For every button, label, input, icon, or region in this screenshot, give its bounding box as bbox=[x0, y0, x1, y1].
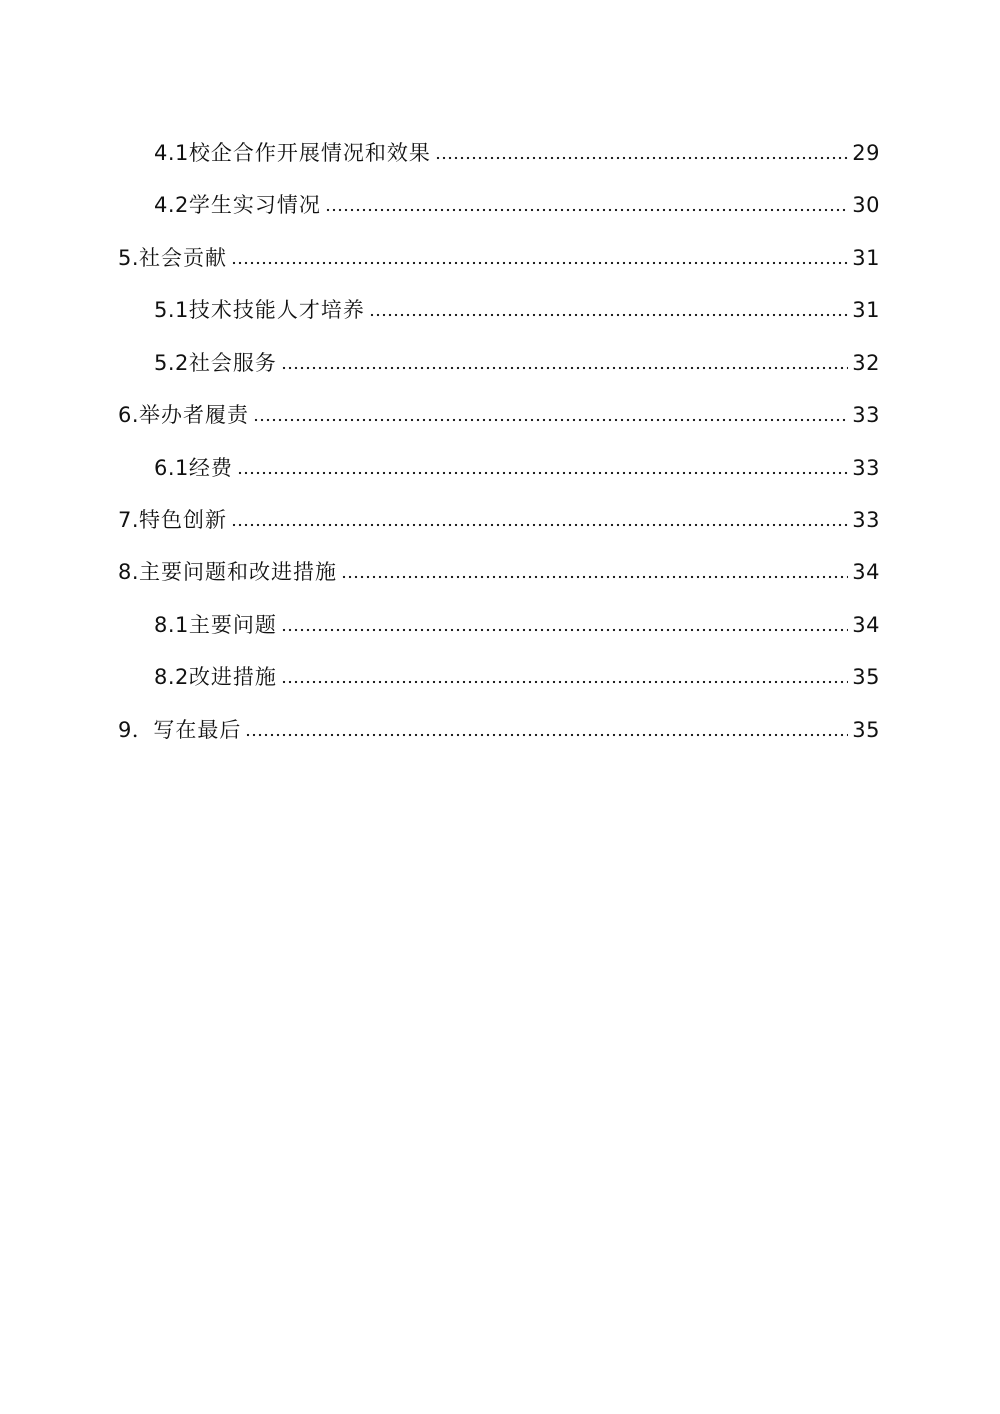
toc-entry-number: 6. bbox=[118, 403, 140, 427]
toc-entry-title: 主要问题和改进措施 bbox=[139, 560, 338, 584]
toc-entry-number: 4.2 bbox=[154, 193, 189, 217]
toc-entry-page: 35 bbox=[852, 718, 880, 742]
toc-entry-title: 写在最后 bbox=[153, 718, 242, 742]
toc-entry-page: 34 bbox=[852, 613, 880, 637]
toc-entry-title: 社会贡献 bbox=[139, 246, 228, 270]
toc-entry-4-2[interactable] bbox=[154, 178, 880, 218]
toc-entry-number: 9． bbox=[118, 718, 154, 742]
toc-entry-page: 30 bbox=[852, 193, 880, 217]
toc-entry-4-1[interactable] bbox=[154, 126, 880, 166]
toc-entry-5[interactable] bbox=[118, 231, 880, 271]
toc-entry-number: 4.1 bbox=[154, 141, 189, 165]
toc-entry-page: 33 bbox=[852, 456, 880, 480]
toc-entry-6[interactable] bbox=[118, 388, 880, 428]
dot-leader bbox=[281, 679, 848, 685]
dot-leader bbox=[231, 260, 848, 266]
toc-entry-page: 33 bbox=[852, 508, 880, 532]
dot-leader bbox=[231, 522, 848, 528]
toc-entry-title: 特色创新 bbox=[139, 508, 228, 532]
toc-entry-page: 35 bbox=[852, 665, 880, 689]
toc-entry-title: 社会服务 bbox=[188, 351, 277, 375]
toc-entry-number: 8.2 bbox=[154, 665, 189, 689]
toc-entry-title: 技术技能人才培养 bbox=[188, 298, 365, 322]
toc-entry-title: 校企合作开展情况和效果 bbox=[188, 141, 431, 165]
toc-entry-7[interactable] bbox=[118, 493, 880, 533]
dot-leader bbox=[341, 574, 848, 580]
toc-entry-page: 32 bbox=[852, 351, 880, 375]
dot-leader bbox=[237, 470, 848, 476]
toc-entry-6-1[interactable] bbox=[154, 441, 880, 481]
toc-entry-8-1[interactable] bbox=[154, 598, 880, 638]
toc-entry-8-2[interactable] bbox=[154, 650, 880, 690]
dot-leader bbox=[253, 417, 848, 423]
toc-entry-page: 33 bbox=[852, 403, 880, 427]
dot-leader bbox=[325, 207, 848, 213]
toc-entry-page: 29 bbox=[852, 141, 880, 165]
toc-entry-5-1[interactable] bbox=[154, 283, 880, 323]
toc-entry-page: 31 bbox=[852, 298, 880, 322]
toc-entry-page: 34 bbox=[852, 560, 880, 584]
toc-entry-number: 5.1 bbox=[154, 298, 189, 322]
toc-entry-title: 举办者履责 bbox=[139, 403, 250, 427]
toc-entry-number: 6.1 bbox=[154, 456, 189, 480]
toc-entry-page: 31 bbox=[852, 246, 880, 270]
toc-entry-number: 5. bbox=[118, 246, 140, 270]
dot-leader bbox=[281, 365, 848, 371]
toc-entry-number: 8.1 bbox=[154, 613, 189, 637]
toc-entry-title: 主要问题 bbox=[188, 613, 277, 637]
toc-entry-5-2[interactable] bbox=[154, 336, 880, 376]
toc-entry-number: 8. bbox=[118, 560, 140, 584]
dot-leader bbox=[369, 312, 848, 318]
toc-entry-title: 经费 bbox=[188, 456, 233, 480]
toc-entry-number: 7. bbox=[118, 508, 140, 532]
toc-entry-title: 学生实习情况 bbox=[188, 193, 321, 217]
toc-entry-title: 改进措施 bbox=[188, 665, 277, 689]
dot-leader bbox=[435, 155, 848, 161]
toc-entry-8[interactable] bbox=[118, 545, 880, 585]
dot-leader bbox=[281, 627, 848, 633]
toc-entry-9[interactable] bbox=[118, 703, 880, 743]
toc-entry-number: 5.2 bbox=[154, 351, 189, 375]
dot-leader bbox=[245, 732, 848, 738]
